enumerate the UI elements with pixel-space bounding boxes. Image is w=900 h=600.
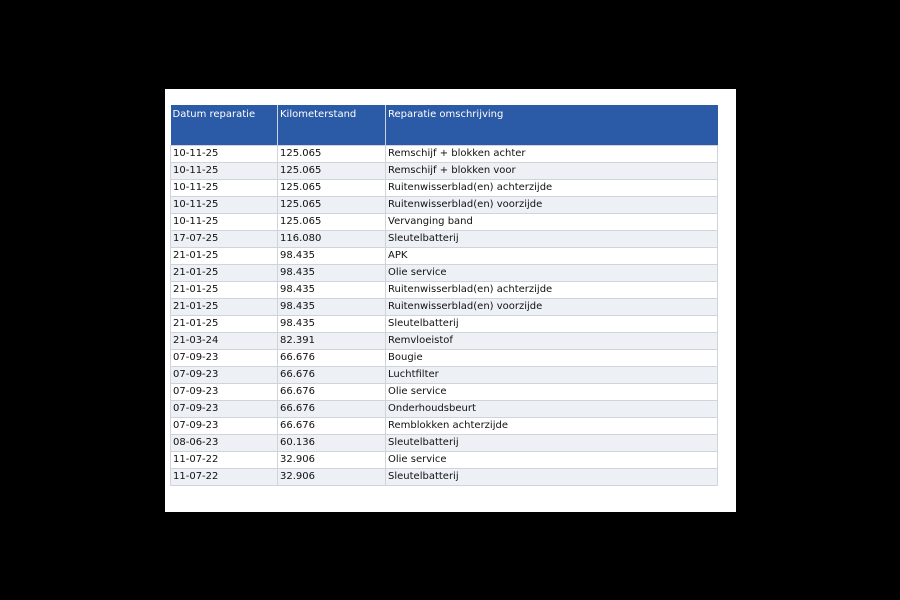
table-row [171,230,718,247]
table-row [171,213,718,230]
cell-repair-date: 07-09-23 [171,400,278,417]
header-mileage: Kilometerstand [278,105,386,145]
cell-repair-description: Sleutelbatterij [386,468,718,485]
table-row [171,315,718,332]
cell-repair-date: 10-11-25 [171,145,278,162]
cell-repair-description: Ruitenwisserblad(en) achterzijde [386,179,718,196]
cell-repair-date: 21-01-25 [171,298,278,315]
cell-mileage: 66.676 [278,400,386,417]
cell-repair-date: 17-07-25 [171,230,278,247]
cell-repair-description: Onderhoudsbeurt [386,400,718,417]
table-header-row [171,105,718,145]
table-row [171,468,718,485]
table-row [171,264,718,281]
table-row [171,417,718,434]
cell-repair-date: 08-06-23 [171,434,278,451]
cell-mileage: 98.435 [278,298,386,315]
cell-mileage: 98.435 [278,281,386,298]
cell-repair-date: 07-09-23 [171,417,278,434]
repair-history-table [170,105,718,486]
cell-repair-description: Remblokken achterzijde [386,417,718,434]
cell-mileage: 125.065 [278,213,386,230]
table-row [171,366,718,383]
cell-repair-date: 11-07-22 [171,451,278,468]
table-row [171,247,718,264]
cell-repair-date: 21-01-25 [171,264,278,281]
cell-repair-description: Vervanging band [386,213,718,230]
cell-repair-description: Bougie [386,349,718,366]
cell-repair-date: 10-11-25 [171,179,278,196]
cell-mileage: 66.676 [278,417,386,434]
table-row [171,162,718,179]
table-row [171,434,718,451]
cell-repair-description: Remschijf + blokken achter [386,145,718,162]
cell-repair-date: 21-01-25 [171,281,278,298]
cell-repair-description: Ruitenwisserblad(en) achterzijde [386,281,718,298]
document-page [165,89,736,512]
cell-mileage: 60.136 [278,434,386,451]
cell-repair-date: 07-09-23 [171,383,278,400]
cell-repair-description: Sleutelbatterij [386,315,718,332]
table-row [171,451,718,468]
cell-mileage: 125.065 [278,196,386,213]
cell-repair-description: Olie service [386,264,718,281]
cell-repair-date: 11-07-22 [171,468,278,485]
cell-repair-description: Remvloeistof [386,332,718,349]
cell-mileage: 125.065 [278,145,386,162]
cell-repair-description: Sleutelbatterij [386,230,718,247]
cell-repair-date: 21-01-25 [171,247,278,264]
cell-repair-date: 07-09-23 [171,349,278,366]
cell-repair-description: Luchtfilter [386,366,718,383]
cell-repair-description: Olie service [386,383,718,400]
table-row [171,400,718,417]
cell-repair-description: Remschijf + blokken voor [386,162,718,179]
table-row [171,281,718,298]
table-row [171,179,718,196]
cell-mileage: 82.391 [278,332,386,349]
cell-repair-date: 10-11-25 [171,162,278,179]
table-row [171,196,718,213]
cell-mileage: 32.906 [278,468,386,485]
cell-mileage: 125.065 [278,179,386,196]
cell-mileage: 32.906 [278,451,386,468]
table-row [171,332,718,349]
cell-mileage: 116.080 [278,230,386,247]
cell-repair-description: Ruitenwisserblad(en) voorzijde [386,298,718,315]
cell-repair-date: 10-11-25 [171,196,278,213]
table-row [171,145,718,162]
cell-repair-date: 21-01-25 [171,315,278,332]
cell-repair-date: 21-03-24 [171,332,278,349]
table-row [171,383,718,400]
cell-repair-description: APK [386,247,718,264]
cell-repair-description: Ruitenwisserblad(en) voorzijde [386,196,718,213]
cell-mileage: 125.065 [278,162,386,179]
cell-mileage: 66.676 [278,349,386,366]
cell-repair-description: Olie service [386,451,718,468]
cell-mileage: 98.435 [278,315,386,332]
table-row [171,349,718,366]
table-row [171,298,718,315]
cell-repair-date: 07-09-23 [171,366,278,383]
header-repair-description: Reparatie omschrijving [386,105,718,145]
header-repair-date: Datum reparatie [171,105,278,145]
cell-repair-description: Sleutelbatterij [386,434,718,451]
cell-mileage: 66.676 [278,383,386,400]
cell-mileage: 98.435 [278,264,386,281]
cell-mileage: 66.676 [278,366,386,383]
table-body [171,145,718,485]
cell-mileage: 98.435 [278,247,386,264]
cell-repair-date: 10-11-25 [171,213,278,230]
